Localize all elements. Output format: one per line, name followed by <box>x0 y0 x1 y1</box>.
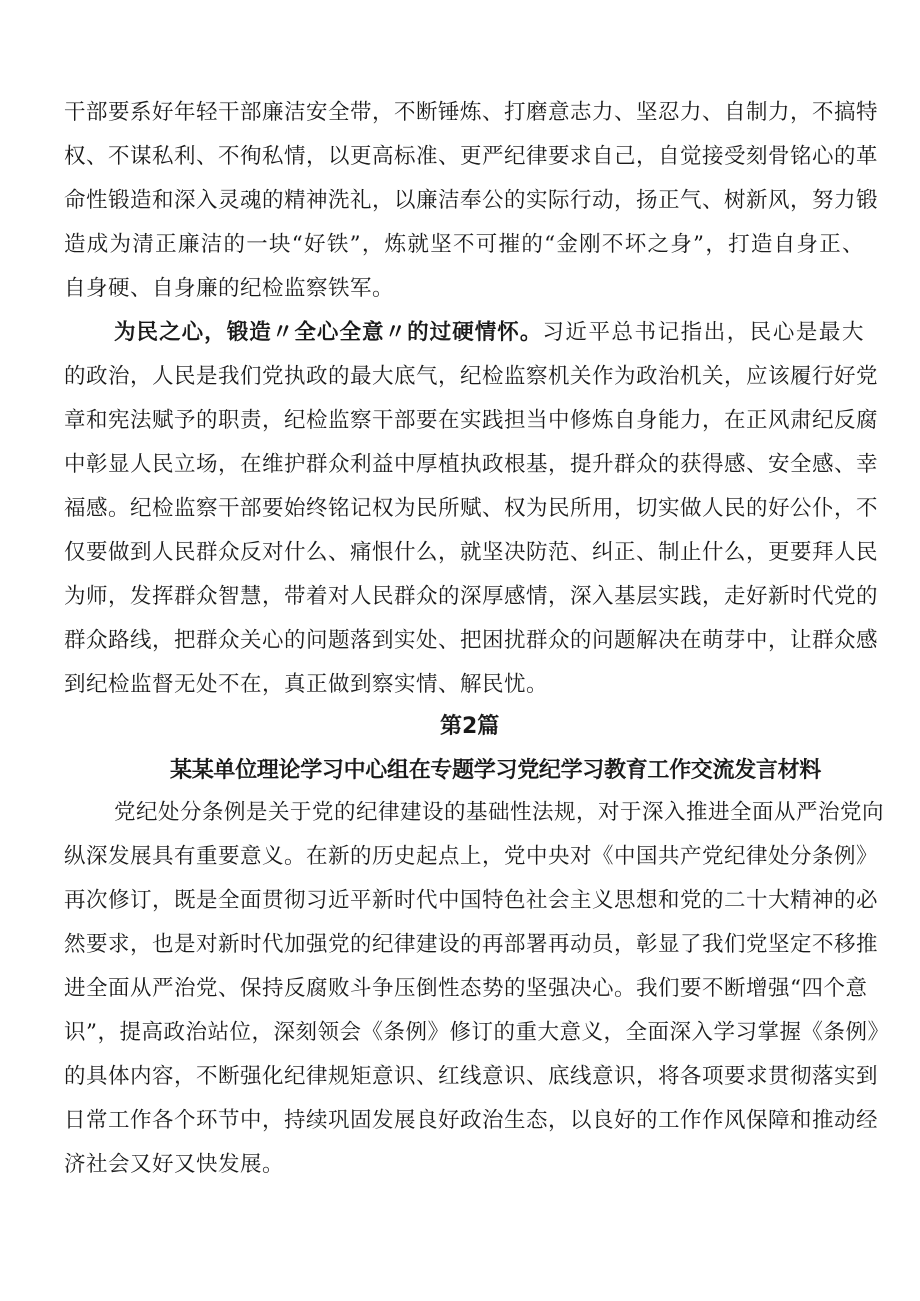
paragraph-line: 进全面从严治党、保持反腐败斗争压倒性态势的坚强决心。我们要不断增强“四个意 <box>64 976 868 1001</box>
paragraph-line: 党纪处分条例是关于党的纪律建设的基础性法规，对于深入推进全面从严治党向 <box>114 800 885 825</box>
paragraph-lead-heading: 为民之心，锻造〃全心全意〃的过硬情怀。 <box>114 320 543 345</box>
paragraph-line: 章和宪法赋予的职责，纪检监察干部要在实践担当中修炼自身能力，在正风肃纪反腐 <box>64 408 879 433</box>
paragraph-line: 济社会又好又快发展。 <box>64 1152 285 1177</box>
paragraph-line: 自身硬、自身廉的纪检监察铁军。 <box>64 276 395 301</box>
paragraph-line: 仅要做到人民群众反对什么、痛恨什么，就坚决防范、纠正、制止什么，更要拜人民 <box>64 540 879 565</box>
paragraph-line: 到纪检监督无处不在，真正做到察实情、解民忧。 <box>64 672 549 697</box>
section-number-heading: 第2篇 <box>440 714 500 739</box>
paragraph-line: 的具体内容，不断强化纪律规矩意识、红线意识、底线意识，将各项要求贯彻落实到 <box>64 1064 879 1089</box>
paragraph-first-line-text: 习近平总书记指出，民心是最大 <box>542 320 864 345</box>
paragraph-line: 中彰显人民立场，在维护群众利益中厚植执政根基，提升群众的获得感、安全感、幸 <box>64 452 879 477</box>
paragraph-line: 命性锻造和深入灵魂的精神洗礼，以廉洁奉公的实际行动，扬正气、树新风，努力锻 <box>64 188 879 213</box>
paragraph-line: 福感。纪检监察干部要始终铭记权为民所赋、权为民所用，切实做人民的好公仆，不 <box>64 496 879 521</box>
paragraph-line: 纵深发展具有重要意义。在新的历史起点上，党中央对《中国共产党纪律处分条例》 <box>64 844 879 869</box>
paragraph-line: 识”，提高政治站位，深刻领会《条例》修订的重大意义，全面深入学习掌握《条例》 <box>64 1020 890 1045</box>
paragraph-line: 的政治，人民是我们党执政的最大底气，纪检监察机关作为政治机关，应该履行好党 <box>64 364 879 389</box>
paragraph-line: 造成为清正廉洁的一块“好铁”，炼就坚不可摧的“金刚不坏之身”，打造自身正、 <box>64 232 864 257</box>
paragraph-line: 群众路线，把群众关心的问题落到实处、把困扰群众的问题解决在萌芽中，让群众感 <box>64 628 879 653</box>
paragraph-line: 权、不谋私利、不徇私情，以更高标准、更严纪律要求自己，自觉接受刻骨铭心的革 <box>64 144 879 169</box>
paragraph-line: 然要求，也是对新时代加强党的纪律建设的再部署再动员，彰显了我们党坚定不移推 <box>64 932 879 957</box>
section-title: 某某单位理论学习中心组在专题学习党纪学习教育工作交流发言材料 <box>170 758 822 783</box>
paragraph-line: 再次修订，既是全面贯彻习近平新时代中国特色社会主义思想和党的二十大精神的必 <box>64 888 879 913</box>
paragraph-line: 为师，发挥群众智慧，带着对人民群众的深厚感情，深入基层实践，走好新时代党的 <box>64 584 879 609</box>
paragraph-line: 干部要系好年轻干部廉洁安全带，不断锤炼、打磨意志力、坚忍力、自制力，不搞特 <box>64 100 879 125</box>
paragraph-first-line <box>114 318 864 348</box>
paragraph-line: 日常工作各个环节中，持续巩固发展良好政治生态，以良好的工作作风保障和推动经 <box>64 1108 879 1133</box>
